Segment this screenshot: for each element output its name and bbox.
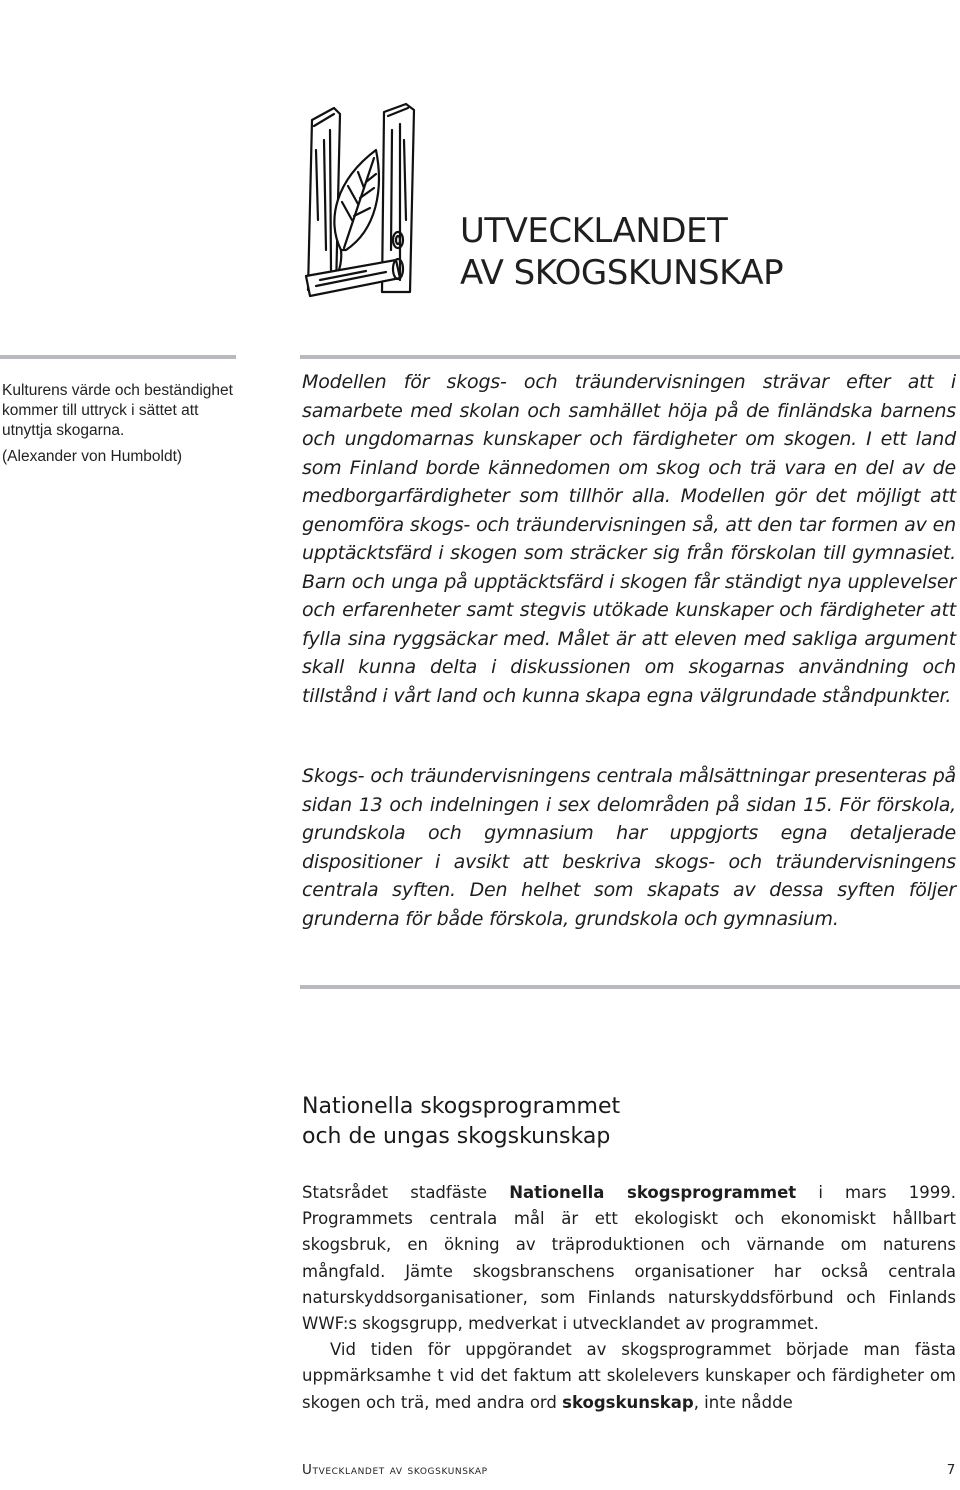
section-paragraph-2-bold: skogskunskap [562,1392,694,1412]
section-heading [302,1092,620,1152]
main-divider-bottom [300,985,960,989]
page-title-line1: UTVECKLANDET [460,211,728,251]
running-title: Utvecklandet av skogskunskap [302,1462,488,1478]
intro-paragraph-1-text: Modellen för skogs- och träundervisningen strävar efter att i samarbete med skolan och samhället höja på de finländska barnens och ungdomarnas kunskaper och färdigheter om skogen. I ett land som Finland borde kännedomen om skog och trä vara en del av de medborgarfärdigheter som tillhör alla. Modellen gör det möjligt att genomföra skogs- och träundervisningen så, att den tar formen av en upptäcktsfärd i skogen som sträcker sig från förskolan till gymnasiet. Barn och unga på upptäcktsfärd i skogen får ständigt nya upplevelser och erfarenheter samt stegvis utökade kunskaper och färdigheter att fylla sina ryggsäckar med. Målet är att eleven med sakliga argument skall kunna delta i diskussionen om skogarnas användning och tillstånd i vårt land och kunna skapa egna välgrundade ståndpunkter. [302,371,956,707]
quote-author: (Alexander von Humboldt) [2,448,183,465]
section-paragraph-2-rest: , inte nådde [693,1392,793,1412]
quote [2,381,234,467]
sidebar-quote-box [0,355,236,655]
quote-text: Kulturens värde och beständighet kommer till uttryck i sättet att utnyttja skogarna. [2,382,233,439]
main-divider-top [300,355,960,359]
page-number: 7 [946,1462,956,1478]
intro-paragraph-2-text: Skogs- och träundervisningens centrala målsättningar presenteras på sidan 13 och indelningen i sex delområden på sidan 15. För förskola, grundskola och gymnasium har uppgjorts egna detaljerade dispositioner i avsikt att beskriva skogs- och träundervisningens centrala syften. Den helhet som skapats av dessa syften följer grunderna för både förskola, grundskola och gymnasium. [302,765,956,930]
section-heading-line2: och de ungas skogskunskap [302,1124,611,1149]
intro-paragraph-1 [302,368,956,710]
forest-logo-icon [296,100,424,298]
intro-paragraph-2 [302,762,956,933]
sidebar-divider [0,355,236,359]
section-paragraph-1-rest: i mars 1999. Programmets centrala mål är ett ekologiskt och ekonomiskt hållbart skogsbruk, en ökning av träproduktionen och värnande om naturens mångfald. Jämte skogsbranschens organisationer har också centrala naturskyddsorganisationer, som Finlands naturskyddsförbund och Finlands WWF:s skogsgrupp, medverkat i utvecklandet av programmet. [302,1183,956,1334]
page-footer [302,1462,956,1482]
section-paragraph-1-start: Statsrådet stadfäste [302,1183,510,1202]
section-body [302,1180,956,1416]
section-paragraph-2-start: Vid tiden för uppgörandet av skogsprogrammet började man fästa uppmärksamhe t vid det faktum att skolelevers kunskaper och färdigheter om skogen och trä, med andra ord [302,1340,956,1412]
section-heading-line1: Nationella skogsprogrammet [302,1094,621,1119]
page-title [460,210,783,294]
section-paragraph-2 [302,1337,956,1416]
page-title-line2: AV SKOGSKUNSKAP [460,253,784,293]
section-paragraph-1-bold: Nationella skogsprogrammet [509,1183,797,1202]
section-paragraph-1 [302,1180,956,1337]
